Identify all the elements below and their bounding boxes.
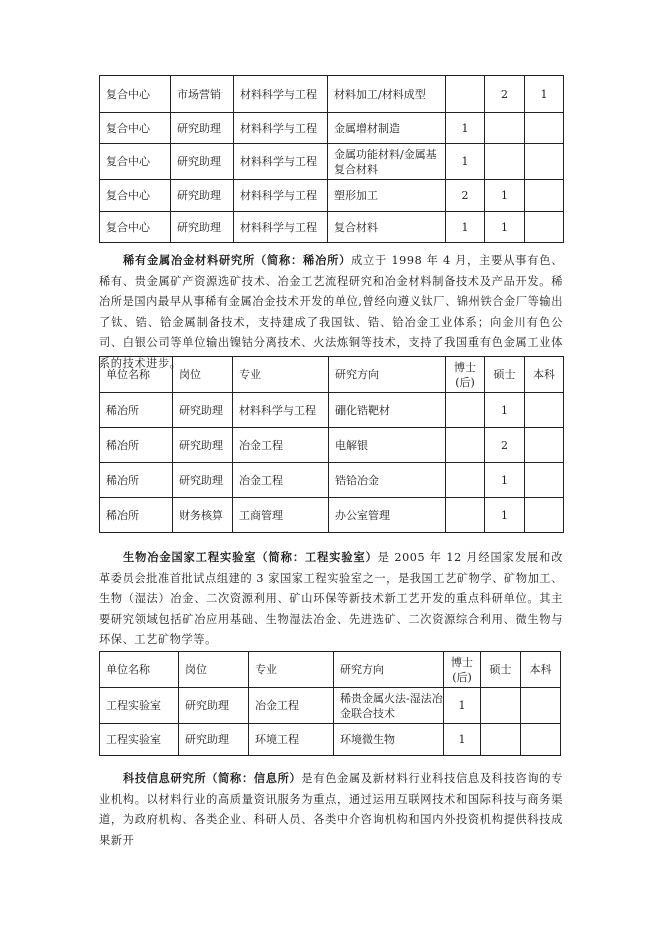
- header-master: 硕士: [481, 652, 521, 688]
- bachelor-count-cell: [525, 144, 564, 180]
- header-direction: 研究方向: [329, 357, 446, 393]
- header-unit: 单位名称: [100, 652, 179, 688]
- header-bachelor: 本科: [525, 357, 564, 393]
- master-count-cell: [481, 688, 521, 724]
- section-title: 稀有金属冶金材料研究所（简称：稀冶所）: [123, 253, 352, 267]
- master-count-cell: 1: [485, 393, 525, 428]
- section-body: 是有色金属及新材料行业科技信息及科技咨询的专业机构。以材料行业的高质量资讯服务为重点，通过运用互联网技术和国际科技与商务渠道，为政府机构、各类企业、科研人员、各类中介咨询机构和国内外投资机构提供科技成果新开: [99, 772, 563, 847]
- phd-count-cell: 1: [446, 113, 485, 144]
- header-phd: 博士(后): [446, 357, 485, 393]
- table-row: [100, 144, 564, 180]
- phd-count-cell: 1: [444, 688, 481, 724]
- unit-cell: 工程实验室: [100, 688, 179, 724]
- section-body: 是 2005 年 12 月经国家发展和改革委员会批准首批试点组建的 3 家国家工程实验室之一，是我国工艺矿物学、矿物加工、生物（湿法）冶金、二次资源利用、矿山环保等新技术新工艺开发的重点科研单位。其主要研究领域包括矿冶应用基础、生物湿法冶金、先进选矿、二次资源综合利用、微生物与环保、工艺矿物学等。: [99, 551, 563, 646]
- position-cell: 市场营销: [171, 76, 234, 113]
- header-position: 岗位: [179, 652, 249, 688]
- section-title: 生物冶金国家工程实验室（简称：工程实验室）: [123, 550, 378, 564]
- bachelor-count-cell: [525, 463, 564, 498]
- major-cell: 冶金工程: [233, 463, 329, 498]
- position-cell: 研究助理: [171, 212, 234, 243]
- unit-cell: 稀冶所: [100, 463, 173, 498]
- recruitment-table-engineering-lab: [99, 651, 561, 756]
- section-body: 成立于 1998 年 4 月，主要从事有色、稀有、贵金属矿产资源选矿技术、冶金工艺流程研究和冶金材料制备技术及产品开发。稀冶所是国内最早从事稀有金属冶金技术开发的单位,曾经向遵义钛厂、锦州铁合金厂等输出了钛、锆、铪金属制备技术，支持建成了我国钛、锆、铪冶金工业体系；向金川有色公司、白银公司等单位输出镍钴分离技术、火法炼铜等技术，支持了我国重有色金属工业体系的技术进步。: [99, 254, 563, 370]
- table-row: [100, 180, 564, 212]
- phd-count-cell: 1: [444, 724, 481, 756]
- table-row: [100, 113, 564, 144]
- master-count-cell: [485, 144, 525, 180]
- master-count-cell: 1: [485, 212, 525, 243]
- major-cell: 材料科学与工程: [234, 113, 328, 144]
- phd-count-cell: [446, 393, 485, 428]
- position-cell: 研究助理: [173, 463, 233, 498]
- major-cell: 材料科学与工程: [234, 212, 328, 243]
- bachelor-count-cell: [525, 113, 564, 144]
- bachelor-count-cell: [525, 428, 564, 463]
- header-phd: 博士(后): [444, 652, 481, 688]
- position-cell: 研究助理: [171, 113, 234, 144]
- major-cell: 材料科学与工程: [234, 180, 328, 212]
- header-direction: 研究方向: [334, 652, 444, 688]
- table-row: [100, 428, 564, 463]
- master-count-cell: 2: [485, 76, 525, 113]
- master-count-cell: 1: [485, 498, 525, 533]
- bachelor-count-cell: [525, 498, 564, 533]
- unit-cell: 复合中心: [100, 113, 171, 144]
- phd-count-cell: 2: [446, 180, 485, 212]
- direction-cell: 锆铪冶金: [329, 463, 446, 498]
- header-master: 硕士: [485, 357, 525, 393]
- bachelor-count-cell: 1: [525, 76, 564, 113]
- major-cell: 材料科学与工程: [233, 393, 329, 428]
- position-cell: 研究助理: [173, 428, 233, 463]
- major-cell: 材料科学与工程: [234, 144, 328, 180]
- header-unit: 单位名称: [100, 357, 173, 393]
- direction-cell: 金属功能材料/金属基复合材料: [328, 144, 446, 180]
- table-header-row: [100, 652, 561, 688]
- table-row: [100, 688, 561, 724]
- phd-count-cell: [446, 498, 485, 533]
- position-cell: 财务核算: [173, 498, 233, 533]
- header-major: 专业: [249, 652, 334, 688]
- direction-cell: 复合材料: [328, 212, 446, 243]
- direction-cell: 办公室管理: [329, 498, 446, 533]
- position-cell: 研究助理: [171, 180, 234, 212]
- master-count-cell: [481, 724, 521, 756]
- direction-cell: 硼化锆靶材: [329, 393, 446, 428]
- bachelor-count-cell: [525, 393, 564, 428]
- major-cell: 环境工程: [249, 724, 334, 756]
- phd-count-cell: [446, 76, 485, 113]
- unit-cell: 稀冶所: [100, 393, 173, 428]
- recruitment-table-composite-center: [99, 75, 564, 243]
- table-row: [100, 463, 564, 498]
- phd-count-cell: [446, 428, 485, 463]
- phd-count-cell: 1: [446, 212, 485, 243]
- table-row: [100, 393, 564, 428]
- position-cell: 研究助理: [179, 724, 249, 756]
- header-position: 岗位: [173, 357, 233, 393]
- direction-cell: 稀贵金属火法-湿法冶金联合技术: [334, 688, 444, 724]
- major-cell: 冶金工程: [249, 688, 334, 724]
- institute-description-info: [99, 768, 563, 851]
- recruitment-table-rare-metals: [99, 356, 564, 533]
- bachelor-count-cell: [521, 724, 561, 756]
- header-major: 专业: [233, 357, 329, 393]
- direction-cell: 塑形加工: [328, 180, 446, 212]
- institute-description-bio-metallurgy: [99, 547, 563, 651]
- unit-cell: 复合中心: [100, 180, 171, 212]
- unit-cell: 工程实验室: [100, 724, 179, 756]
- unit-cell: 复合中心: [100, 212, 171, 243]
- major-cell: 工商管理: [233, 498, 329, 533]
- table-header-row: [100, 357, 564, 393]
- bachelor-count-cell: [525, 212, 564, 243]
- bachelor-count-cell: [521, 688, 561, 724]
- position-cell: 研究助理: [179, 688, 249, 724]
- phd-count-cell: 1: [446, 144, 485, 180]
- unit-cell: 复合中心: [100, 144, 171, 180]
- unit-cell: 复合中心: [100, 76, 171, 113]
- master-count-cell: 2: [485, 428, 525, 463]
- table-row: [100, 724, 561, 756]
- master-count-cell: 1: [485, 180, 525, 212]
- master-count-cell: 1: [485, 463, 525, 498]
- bachelor-count-cell: [525, 180, 564, 212]
- phd-count-cell: [446, 463, 485, 498]
- direction-cell: 环境微生物: [334, 724, 444, 756]
- position-cell: 研究助理: [171, 144, 234, 180]
- unit-cell: 稀冶所: [100, 428, 173, 463]
- direction-cell: 金属增材制造: [328, 113, 446, 144]
- position-cell: 研究助理: [173, 393, 233, 428]
- direction-cell: 电解银: [329, 428, 446, 463]
- table-row: [100, 76, 564, 113]
- section-title: 科技信息研究所（简称：信息所）: [123, 771, 302, 785]
- table-row: [100, 498, 564, 533]
- table-row: [100, 212, 564, 243]
- major-cell: 冶金工程: [233, 428, 329, 463]
- header-bachelor: 本科: [521, 652, 561, 688]
- direction-cell: 材料加工/材料成型: [328, 76, 446, 113]
- major-cell: 材料科学与工程: [234, 76, 328, 113]
- unit-cell: 稀冶所: [100, 498, 173, 533]
- master-count-cell: [485, 113, 525, 144]
